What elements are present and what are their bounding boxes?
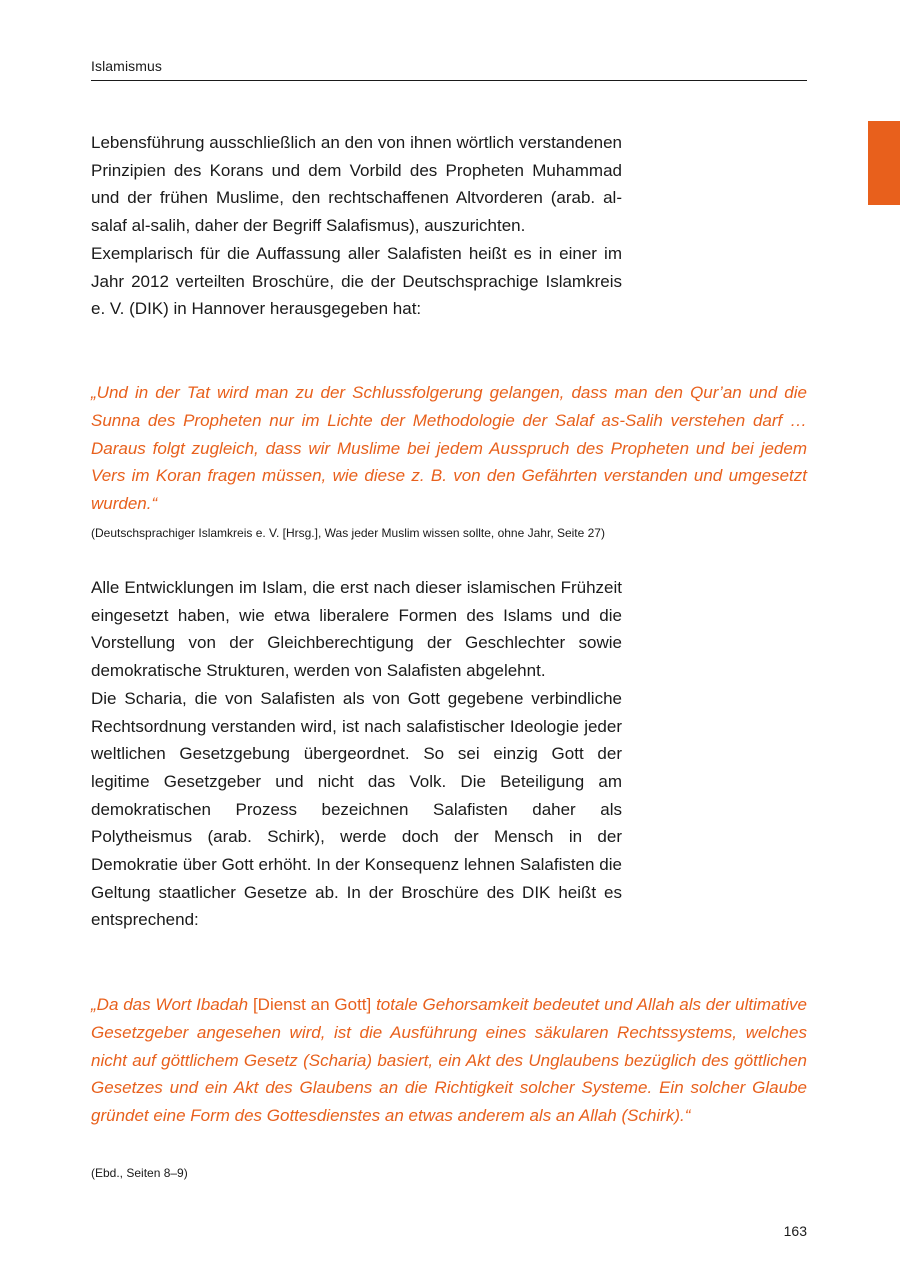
orange-quote-1: „Und in der Tat wird man zu der Schlussfolgerung gelangen, dass man den Qur’an und die Sunna des Propheten nur im Lichte der Methodologie der Salaf as-Salih verstehen darf … Daraus folgt zugleich, dass wir Muslime bei jedem Ausspruch des Propheten und bei jedem Vers im Koran fragen müssen, wie diese z. B. von den Gefährten verstanden und umgesetzt wurden.“: [91, 383, 807, 514]
quote-source-1: (Deutschsprachiger Islamkreis e. V. [Hrsg.], Was jeder Muslim wissen sollte, ohne Jahr, Seite 27): [91, 526, 605, 540]
page-number: 163: [783, 1223, 807, 1239]
header-rule: [91, 80, 807, 81]
quote-segment: totale Gehorsamkeit bedeutet und Allah als der ultimative Gesetzgeber angesehen wird, ist die Ausführung eines säkularen Rechtssystems, welches nicht auf göttlichem Gesetz (Scharia) basiert, ein Akt des Unglaubens bezüglich des göttlichen Gesetzes und ein Akt des Glaubens an die Richtigkeit solcher Systeme. Ein solcher Glaube gründet eine Form des Gottesdienstes an etwas anderem als an Allah (Schirk).“: [91, 995, 807, 1126]
quote-segment: „Da das Wort Ibadah: [91, 995, 253, 1014]
body-paragraph: Die Scharia, die von Salafisten als von Gott gegebene verbindliche Rechtsordnung verstanden wird, ist nach salafistischer Ideologie jeder weltlichen Gesetzgebung übergeordnet. So sei einzig Gott der legitime Gesetzgeber und nicht das Volk. Die Beteiligung am demokratischen Prozess bezeichnen Salafisten daher als Polytheismus (arab. Schirk), werde doch der Mensch in der Demokratie über Gott erhöht. In der Konsequenz lehnen Salafisten die Geltung staatlicher Gesetze ab. In der Broschüre des DIK heißt es entsprechend:: [91, 688, 622, 930]
orange-quote-2: [91, 991, 807, 1130]
body-block-2: [91, 574, 622, 934]
body-paragraph: Exemplarisch für die Auffassung aller Salafisten heißt es in einer im Jahr 2012 verteilten Broschüre, die der Deutschsprachige Islamkreis e. V. (DIK) in Hannover herausgegeben hat:: [91, 243, 622, 319]
running-header: Islamismus: [91, 58, 163, 74]
quote-source-2: (Ebd., Seiten 8–9): [91, 1166, 188, 1180]
body-paragraph: Alle Entwicklungen im Islam, die erst nach dieser islamischen Frühzeit eingesetzt haben, wie etwa liberalere Formen des Islams und die Vorstellung von der Gleichberechtigung der Geschlechter sowie demokratische Strukturen, werden von Salafisten abgelehnt.: [91, 578, 622, 681]
quote-insertion: [Dienst an Gott]: [252, 995, 372, 1014]
chapter-tab-marker: [868, 121, 900, 205]
body-block-1: [91, 129, 622, 323]
body-paragraph: Lebensführung ausschließlich an den von ihnen wörtlich verstandenen Prinzipien des Korans und dem Vorbild des Propheten Muhammad und der frühen Muslime, den rechtschaffenen Altvorderen (arab. al-salaf al-salih, daher der Begriff Salafismus), auszurichten.: [91, 133, 622, 236]
